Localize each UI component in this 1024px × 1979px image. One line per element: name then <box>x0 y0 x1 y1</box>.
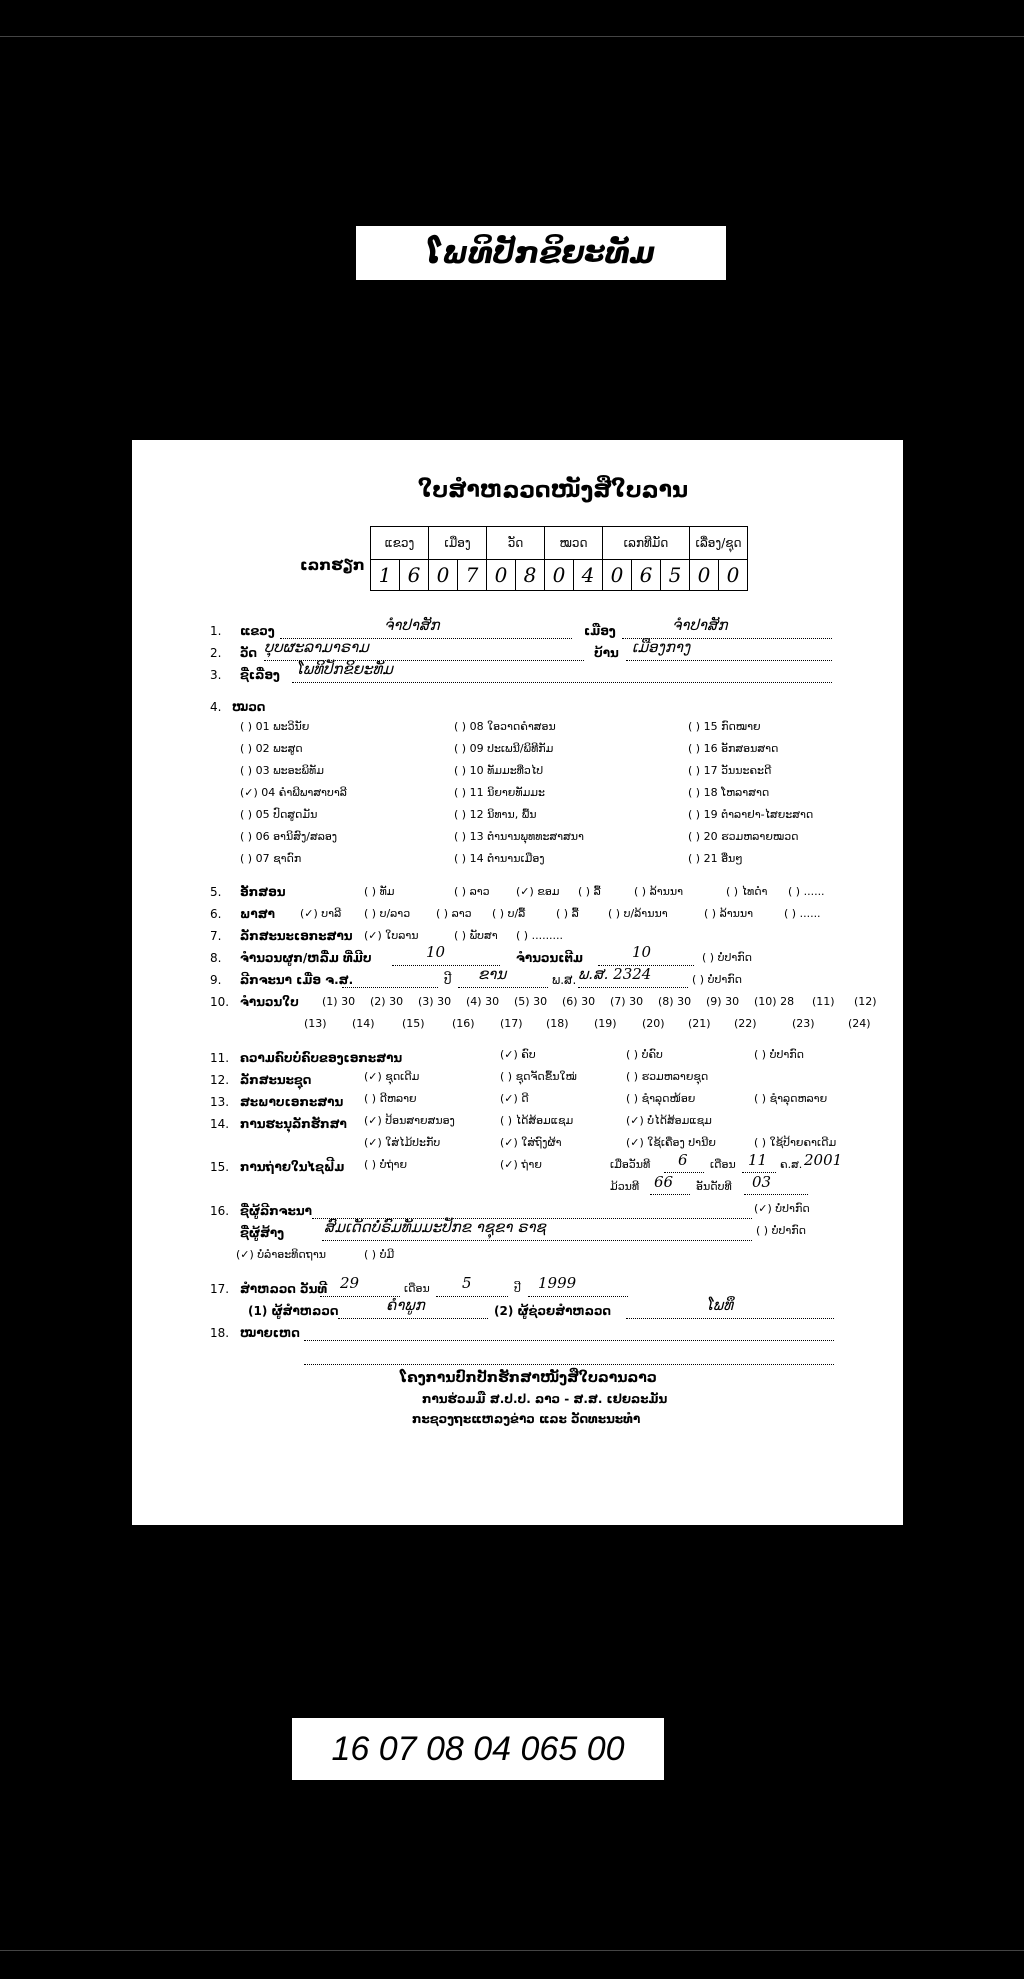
microfilm-month-label: ເດືອນ <box>710 1158 736 1171</box>
document-type-label: ລັກສະນະເອກະສານ <box>240 929 353 943</box>
completeness-label: ຄວາມຄົບບໍ່ຄົບຂອງເອກະສານ <box>240 1051 403 1065</box>
surveyor-label: (1) ຜູ້ສຳຫລວດ <box>248 1304 339 1318</box>
remarks-label: ໝາຍເຫດ <box>240 1326 300 1340</box>
written-date-label: ລີກຈະນາ ເມື່ອ ຈ.ສ. <box>240 973 354 987</box>
script-option: ( ) ລາວ <box>454 885 490 898</box>
microfilm-day: 6 <box>678 1151 688 1169</box>
language-option: ( ) ບ/ລາວ <box>364 907 411 920</box>
leaf-count-8: (8) 30 <box>658 995 692 1008</box>
province-value: ຈຳປາສັກ <box>384 616 440 634</box>
row-15-number: 15. <box>210 1160 230 1174</box>
condition-option: ( ) ຊຳລຸດໜ້ອຍ <box>626 1092 696 1105</box>
footer-ministry: ກະຊວງຖະແຫລງຂ່າວ ແລະ ວັດທະນະທຳ <box>412 1412 641 1426</box>
preservation-option: ( ) ໄດ້ສ້ອມແຊມ <box>500 1114 574 1127</box>
preservation-label: ການຮະນຸລັກຮັກສາ <box>240 1117 347 1131</box>
leaf-count-4: (4) 30 <box>466 995 500 1008</box>
scribe-line <box>312 1204 752 1219</box>
category-option-18: ( ) 18 ໂຫລາສາດ <box>688 786 770 799</box>
leaf-count-21: (21) <box>688 1017 711 1030</box>
category-option-16: ( ) 16 ອັກສອນສາດ <box>688 742 779 755</box>
footer-cooperation: ການຮ່ວມມື ສ.ປ.ປ. ລາວ - ສ.ສ. ເຢຍລະມັນ <box>422 1392 668 1406</box>
code-digit: 4 <box>574 560 603 591</box>
script-label: ອັກສອນ <box>240 885 286 899</box>
code-digit: 0 <box>429 560 458 591</box>
form-title: ໃບສຳຫລວດໜັງສືໃບລານ <box>418 478 689 503</box>
row-16-number: 16. <box>210 1204 230 1218</box>
original-count-label: ຈຳນວນເຕີມ <box>516 951 583 965</box>
row-2-number: 2. <box>210 646 222 660</box>
code-header-category: ໝວດ <box>545 527 603 560</box>
category-option-05: ( ) 05 ປົດສູດມັນ <box>240 808 318 821</box>
code-header-title-set: ເລື່ອງ/ຊຸດ <box>690 527 748 560</box>
original-count-value: 10 <box>632 943 652 961</box>
leaf-count-7: (7) 30 <box>610 995 644 1008</box>
row-5-number: 5. <box>210 885 222 899</box>
leaf-count-2: (2) 30 <box>370 995 404 1008</box>
scribe-unknown: (✓) ບໍ່ປາກົດ <box>754 1202 810 1215</box>
survey-month: 5 <box>462 1274 472 1292</box>
survey-year: 1999 <box>538 1274 577 1292</box>
script-option: ( ) ລ້ານນາ <box>634 885 684 898</box>
language-option: (✓) ບາລີ <box>300 907 342 920</box>
completeness-option: ( ) ບໍ່ຄົບ <box>626 1048 663 1061</box>
village-value: ເມືອງກາງ <box>632 638 691 656</box>
microfilm-year-label: ຄ.ສ. <box>780 1158 803 1171</box>
microfilm-label: ການຖ່າຍໃນໄຊຟີມ <box>240 1160 345 1174</box>
row-9-number: 9. <box>210 973 222 987</box>
microfilm-date-label: ເມື່ອວັນທີ <box>610 1158 651 1171</box>
language-option: ( ) ...... <box>784 907 821 920</box>
completeness-option: (✓) ຄົບ <box>500 1048 536 1061</box>
category-label: ໝວດ <box>232 700 266 714</box>
title-value: ໂພທິປັກຂິຍະທັມ <box>296 660 393 678</box>
reference-code-table <box>370 526 748 591</box>
written-year-value: ຂານ <box>478 965 507 983</box>
category-option-07: ( ) 07 ຊາດົກ <box>240 852 302 865</box>
preservation-option: (✓) ໃສ່ຖົງຜ້າ <box>500 1136 562 1149</box>
row-7-number: 7. <box>210 929 222 943</box>
leaf-count-16: (16) <box>452 1017 475 1030</box>
microfilm-roll: 66 <box>654 1173 674 1191</box>
code-digit: 0 <box>545 560 574 591</box>
microfilm-month: 11 <box>748 1151 768 1169</box>
category-option-11: ( ) 11 ນິຍາຍທັມມະ <box>454 786 545 799</box>
language-option: ( ) ລື້ <box>556 907 579 920</box>
leaf-count-23: (23) <box>792 1017 815 1030</box>
leaf-count-20: (20) <box>642 1017 665 1030</box>
row-11-number: 11. <box>210 1051 230 1065</box>
district-value: ຈຳປາສັກ <box>672 616 728 634</box>
assistant-label: (2) ຜູ້ຊ່ວຍສຳຫລວດ <box>494 1304 612 1318</box>
script-option: ( ) ລື້ <box>578 885 601 898</box>
leaf-count-18: (18) <box>546 1017 569 1030</box>
written-be-label: ພ.ສ. <box>552 973 577 987</box>
row-13-number: 13. <box>210 1095 230 1109</box>
preservation-option: (✓) ໃສ່ໄມ້ປະກັບ <box>364 1136 441 1149</box>
row-10-number: 10. <box>210 995 230 1009</box>
set-type-option: (✓) ຊຸດເດີມ <box>364 1070 420 1083</box>
category-option-21: ( ) 21 ອື່ນໆ <box>688 852 743 865</box>
category-option-14: ( ) 14 ຕຳນານເມືອງ <box>454 852 545 865</box>
sponsor-unknown: ( ) ບໍ່ປາກົດ <box>756 1224 806 1237</box>
script-option: ( ) ໄທດຳ <box>726 885 768 898</box>
preservation-option: (✓) ບໍ່ໄດ້ສ້ອມແຊມ <box>626 1114 712 1127</box>
microfilm-option: (✓) ຖ່າຍ <box>500 1158 542 1171</box>
bundle-count-line <box>392 951 500 966</box>
leaf-count-22: (22) <box>734 1017 757 1030</box>
condition-option: (✓) ດີ <box>500 1092 529 1105</box>
reference-code-label: 16 07 08 04 065 00 <box>292 1718 664 1780</box>
sponsor-value: ສົມເດັດບໍ່ຣົມທັມມະປັກຂ າຊຸຂາ ຣາຊ <box>324 1218 546 1236</box>
survey-day-line <box>320 1282 400 1297</box>
leaf-count-17: (17) <box>500 1017 523 1030</box>
leaf-count-3: (3) 30 <box>418 995 452 1008</box>
survey-year-label: ປີ <box>514 1282 521 1295</box>
dedication-option: (✓) ບໍ່ລຳອະທິດຖານ <box>236 1248 327 1261</box>
bundle-count-value: 10 <box>426 943 446 961</box>
row-17-number: 17. <box>210 1282 230 1296</box>
leaf-count-5: (5) 30 <box>514 995 548 1008</box>
leaf-count-19: (19) <box>594 1017 617 1030</box>
microfilm-order-label: ອັນດັບທີ <box>696 1180 732 1193</box>
script-option: (✓) ຂອມ <box>516 885 560 898</box>
set-type-option: ( ) ຊຸດຈັດຂຶ້ນໃໝ່ <box>500 1070 577 1083</box>
code-header-bundle: ເລກທີມັດ <box>603 527 690 560</box>
row-3-number: 3. <box>210 668 222 682</box>
village-label: ບ້ານ <box>594 646 619 660</box>
category-option-04: (✓) 04 ຄຳພີພາສາບາລີ <box>240 786 347 799</box>
temple-label: ວັດ <box>240 646 258 660</box>
category-option-06: ( ) 06 ອານິສົງ/ສລອງ <box>240 830 338 843</box>
code-digit: 1 <box>371 560 400 591</box>
written-date-unknown: ( ) ບໍ່ປາກົດ <box>692 973 742 986</box>
row-8-number: 8. <box>210 951 222 965</box>
set-type-label: ລັກສະນະຊຸດ <box>240 1073 312 1087</box>
dedication-option: ( ) ບໍ່ມີ <box>364 1248 395 1261</box>
survey-month-label: ເດືອນ <box>404 1282 430 1295</box>
code-digit: 0 <box>487 560 516 591</box>
completeness-option: ( ) ບໍ່ປາກົດ <box>754 1048 804 1061</box>
category-option-15: ( ) 15 ກົດໝາຍ <box>688 720 761 733</box>
written-cs-line <box>342 973 438 988</box>
province-label: ແຂວງ <box>240 624 275 638</box>
code-header-province: ແຂວງ <box>371 527 429 560</box>
leaf-count-13: (13) <box>304 1017 327 1030</box>
bundle-count-label: ຈຳນວນຜູກ/ຫລື່ມ ທີ່ມີບ <box>240 951 372 965</box>
row-4-number: 4. <box>210 700 222 714</box>
category-option-01: ( ) 01 ພະວິນັຍ <box>240 720 310 733</box>
language-option: ( ) ບ/ລ້ານນາ <box>608 907 668 920</box>
code-digit: 8 <box>516 560 545 591</box>
written-be-value: ພ.ສ. 2324 <box>578 965 652 983</box>
survey-date-label: ສຳຫລວດ ວັນທີ <box>240 1282 328 1296</box>
scribe-label: ຊື່ຜູ້ລີກຈະນາ <box>240 1204 312 1218</box>
category-option-20: ( ) 20 ຮວມຫລາຍໝວດ <box>688 830 799 843</box>
temple-value: ບຸບຜະລາມາຣາມ <box>264 638 369 656</box>
script-option: ( ) ທັມ <box>364 885 395 898</box>
bundle-count-unknown: ( ) ບໍ່ປາກົດ <box>702 951 752 964</box>
code-digit: 0 <box>603 560 632 591</box>
code-digit: 0 <box>690 560 719 591</box>
row-18-number: 18. <box>210 1326 230 1340</box>
leaf-count-14: (14) <box>352 1017 375 1030</box>
code-digit: 5 <box>661 560 690 591</box>
remarks-line-2 <box>304 1350 834 1365</box>
category-option-10: ( ) 10 ທັມມະທີ່ວໄປ <box>454 764 544 777</box>
document-type-option: ( ) ......... <box>516 929 564 942</box>
set-type-option: ( ) ຮວມຫລາຍຊຸດ <box>626 1070 709 1083</box>
leaf-count-6: (6) 30 <box>562 995 596 1008</box>
title-label: ຊື່ເລື່ອງ <box>240 668 280 682</box>
row-12-number: 12. <box>210 1073 230 1087</box>
leaf-count-12: (12) <box>854 995 877 1008</box>
language-option: ( ) ລ້ານນາ <box>704 907 754 920</box>
preservation-option: (✓) ໃຊ້ເຄື່ອງ ປານີຍ <box>626 1136 716 1149</box>
code-digit: 7 <box>458 560 487 591</box>
leaf-count-24: (24) <box>848 1017 871 1030</box>
sponsor-label: ຊື່ຜູ້ສ້າງ <box>240 1226 285 1240</box>
document-type-option: ( ) ພັບສາ <box>454 929 498 942</box>
district-label: ເມືອງ <box>584 624 616 638</box>
surveyor-value: ຄຳພູກ <box>386 1296 425 1314</box>
leaf-count-9: (9) 30 <box>706 995 740 1008</box>
leaf-count-10: (10) 28 <box>754 995 795 1008</box>
manuscript-title-label: ໂພທິປັກຂິຍະທັມ <box>356 226 726 280</box>
assistant-value: ໂພທຶ <box>706 1296 734 1314</box>
category-option-13: ( ) 13 ຕຳນານພຸທທະສາສນາ <box>454 830 584 843</box>
leaf-count-1: (1) 30 <box>322 995 356 1008</box>
footer-project: ໂຄງການປົກປັກຮັກສາໜັງສືໃບລານລາວ <box>400 1370 657 1386</box>
microfilm-order: 03 <box>752 1173 772 1191</box>
survey-month-line <box>436 1282 508 1297</box>
written-year-label: ປີ <box>444 973 452 987</box>
category-option-08: ( ) 08 ໃອວາດຄຳສອນ <box>454 720 556 733</box>
condition-label: ສະພາບເອກະສານ <box>240 1095 344 1109</box>
row-6-number: 6. <box>210 907 222 921</box>
preservation-option: (✓) ປ້ອນສາຍສນອງ <box>364 1114 455 1127</box>
document-type-option: (✓) ໃບລານ <box>364 929 419 942</box>
category-option-09: ( ) 09 ປະເພນີ/ພິທີກັມ <box>454 742 554 755</box>
code-digit: 0 <box>719 560 748 591</box>
preservation-option: ( ) ໃຊ້ປ້າຍຄາເດີມ <box>754 1136 837 1149</box>
microfilm-year: 2001 <box>804 1151 843 1169</box>
condition-option: ( ) ຊຳລຸດຫລາຍ <box>754 1092 828 1105</box>
category-option-12: ( ) 12 ນິທານ, ພື້ນ <box>454 808 537 821</box>
leaf-count-11: (11) <box>812 995 835 1008</box>
language-label: ພາສາ <box>240 907 275 921</box>
category-option-17: ( ) 17 ວັນນະຄະດີ <box>688 764 772 777</box>
row-14-number: 14. <box>210 1117 230 1131</box>
category-option-19: ( ) 19 ຕຳລາຢາ-ໄສຍະສາດ <box>688 808 814 821</box>
remarks-line-1 <box>304 1326 834 1341</box>
language-option: ( ) ລາວ <box>436 907 472 920</box>
code-header-district: ເມືອງ <box>429 527 487 560</box>
condition-option: ( ) ດີຫລາຍ <box>364 1092 417 1105</box>
microfilm-option: ( ) ບໍ່ຖ່າຍ <box>364 1158 408 1171</box>
language-option: ( ) ບ/ລື້ <box>492 907 526 920</box>
bottom-divider <box>0 1950 1024 1951</box>
row-1-number: 1. <box>210 624 222 638</box>
leaf-count-label: ຈຳນວນໃບ <box>240 995 299 1009</box>
code-digit: 6 <box>400 560 429 591</box>
microfilm-roll-label: ມ້ວນທີ <box>610 1180 640 1193</box>
survey-form-sheet <box>132 440 903 1525</box>
ref-label: ເລກຮຽກ <box>300 556 365 574</box>
category-option-02: ( ) 02 ພະສູດ <box>240 742 303 755</box>
leaf-count-15: (15) <box>402 1017 425 1030</box>
survey-day: 29 <box>340 1274 360 1292</box>
category-option-03: ( ) 03 ພະອະພິທັມ <box>240 764 324 777</box>
code-digit: 6 <box>632 560 661 591</box>
top-divider <box>0 36 1024 37</box>
script-option: ( ) ...... <box>788 885 825 898</box>
code-header-temple: ວັດ <box>487 527 545 560</box>
